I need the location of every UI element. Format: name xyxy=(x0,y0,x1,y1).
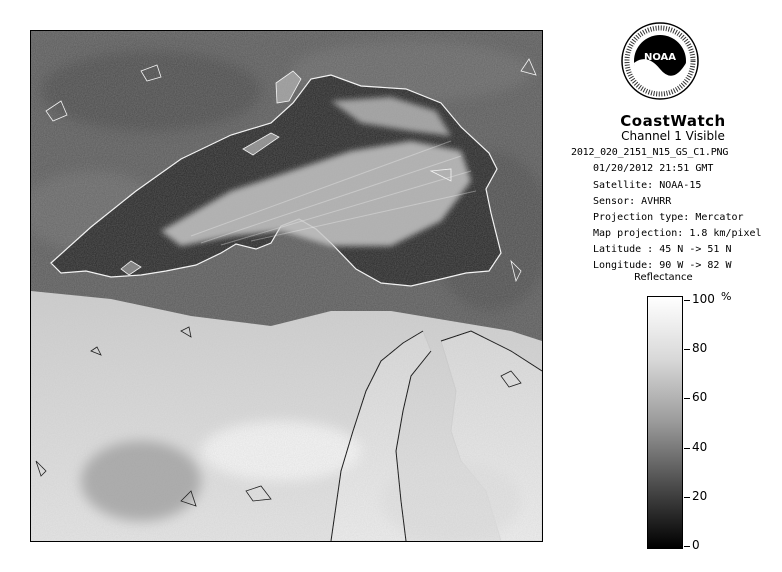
map-projection-label: Map projection: 1.8 km/pixel xyxy=(593,228,762,239)
colorbar-tick xyxy=(684,300,690,301)
colorbar-tick xyxy=(684,546,690,547)
satellite-label: Satellite: NOAA-15 xyxy=(593,180,702,191)
colorbar-tick-label: 0 xyxy=(692,538,700,552)
latitude-label: Latitude : 45 N -> 51 N xyxy=(593,244,732,255)
satellite-image xyxy=(30,30,543,542)
colorbar-tick xyxy=(684,497,690,498)
colorbar-tick xyxy=(684,448,690,449)
noaa-logo xyxy=(621,13,699,109)
colorbar-tick-label: 40 xyxy=(692,440,708,454)
reflectance-colorbar xyxy=(647,296,683,549)
projection-type-label: Projection type: Mercator xyxy=(593,212,744,223)
colorbar-tick xyxy=(684,349,690,350)
logo-center-text: NOAA xyxy=(643,52,677,63)
channel-label: Channel 1 Visible xyxy=(621,129,725,143)
brand-title: CoastWatch xyxy=(620,112,726,130)
colorbar-tick-label: 20 xyxy=(692,489,708,503)
sensor-label: Sensor: AVHRR xyxy=(593,196,672,207)
filename-label: 2012_020_2151_N15_GS_C1.PNG xyxy=(571,147,729,158)
colorbar-tick-label: 60 xyxy=(692,390,708,404)
colorbar-tick-label: 100 xyxy=(692,292,715,306)
legend-unit: % xyxy=(721,290,732,303)
colorbar-tick-label: 80 xyxy=(692,341,708,355)
colorbar-tick xyxy=(684,398,690,399)
date-time-label: 01/20/2012 21:51 GMT xyxy=(593,163,714,174)
legend-title: Reflectance xyxy=(634,272,693,283)
longitude-label: Longitude: 90 W -> 82 W xyxy=(593,260,732,271)
